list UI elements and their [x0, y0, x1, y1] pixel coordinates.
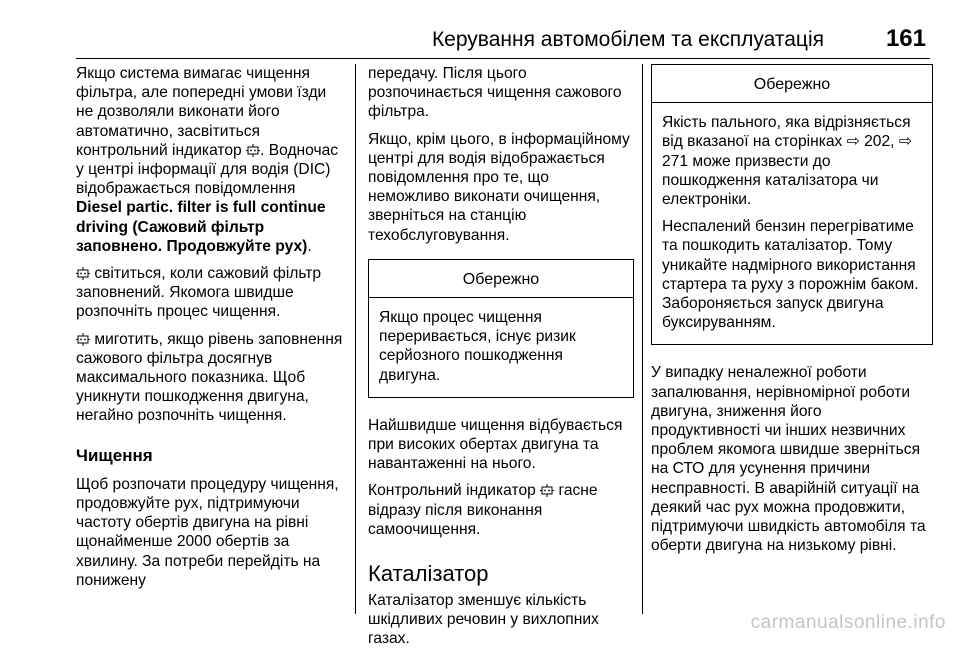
watermark: carmanualsonline.info — [750, 612, 946, 633]
paragraph — [368, 481, 634, 539]
paragraph — [76, 264, 344, 322]
column-divider — [355, 64, 356, 614]
particle-filter-icon — [246, 144, 260, 157]
text: гасне відразу після виконання самоочищення. — [368, 482, 598, 538]
page-ref-link[interactable]: 202 — [864, 133, 891, 151]
warning-title: Обережно — [369, 260, 633, 298]
warning-text: Якість пального, яка відрізняється від вказаної на сторінках ⇨ 202, ⇨ 271 може призвести до пошкодження каталізатора чи електроніки. — [662, 114, 912, 209]
text: миготить, якщо рівень заповнення сажового фільтра досягнув максимального показника. Щоб уникнути пошкодження двигуна, негайно розпочніть чищення. — [76, 330, 343, 425]
column-middle — [368, 64, 634, 657]
section-heading: Чищення — [76, 445, 153, 465]
header-title: Керування автомобілем та експлуатація — [431, 28, 824, 51]
paragraph: Якщо, крім цього, в інформаційному центрі для водія відображається повідомлення про те, що неможливо виконати очищення, зверніться на станцію техобслуговування. — [368, 130, 630, 244]
column-left — [76, 64, 344, 598]
warning-title: Обережно — [652, 65, 932, 103]
text: світиться, коли сажовий фільтр заповнений. Якомога швидше розпочніть процес чищення. — [76, 265, 322, 321]
page-ref-arrow-icon: ⇨ — [898, 133, 912, 151]
text: . — [307, 237, 312, 255]
particle-filter-icon — [540, 484, 554, 497]
warning-box — [651, 64, 933, 345]
paragraph: У випадку неналежної роботи запалювання, нерівномірної роботи двигуна, зниження його продуктивності чи інших незвичних проблем якомога швидше зверніться на СТО для усунення причини несправності. В аварійній ситуації на деякий час рух можна продовжити, підтримуючи швидкість автомобіля та оберти двигуна на низькому рівні. — [651, 364, 926, 555]
section-heading: Каталізатор — [368, 561, 489, 587]
warning-box — [368, 259, 634, 398]
page-ref-arrow-icon: ⇨ — [846, 133, 860, 151]
particle-filter-icon — [76, 333, 90, 346]
particle-filter-icon — [76, 267, 90, 280]
text: . Водночас у центрі інформації для водія (DIC) відображається повідомлення — [76, 141, 339, 198]
warning-body — [369, 298, 633, 397]
text: Якщо система вимагає чищення фільтра, але попередні умови їзди не дозволяли виконати його автоматично, засвітиться контрольний індикатор — [76, 65, 327, 159]
text: Якість пального, яка відрізняється від вказаної на сторінках — [662, 114, 911, 151]
paragraph: передачу. Після цього розпочинається чищення сажового фільтра. — [368, 65, 622, 121]
page-ref-link[interactable]: 271 — [662, 152, 689, 170]
warning-body — [652, 103, 932, 344]
paragraph: Щоб розпочати процедуру чищення, продовжуйте рух, підтримуючи частоту обертів двигуна на рівні щонайменше 2000 обертів за хвилину. За потреби перейдіть на понижену — [76, 475, 339, 589]
page-number: 161 — [885, 25, 926, 52]
column-right — [651, 64, 933, 563]
paragraph — [76, 64, 344, 256]
paragraph: Найшвидше чищення відбувається при високих обертах двигуна та навантаженні на нього. — [368, 416, 623, 473]
column-divider — [642, 64, 643, 614]
page-header — [76, 24, 930, 59]
text: може призвести до пошкодження каталізатора чи електроніки. — [662, 152, 879, 209]
dic-message: Diesel partic. filter is full continue driving (Сажовий фільтр заповнено. Продовжуйте рух) — [76, 199, 326, 255]
text: Контрольний індикатор — [368, 482, 536, 500]
warning-text: Неспалений бензин перегріватиме та пошкодить каталізатор. Тому уникайте надмірного використання стартера та руху з порожнім баком. Забороняється запуск двигуна буксируванням. — [662, 218, 919, 332]
warning-text: Якщо процес чищення переривається, існує ризик серйозного пошкодження двигуна. — [379, 309, 576, 384]
paragraph: Каталізатор зменшує кількість шкідливих речовин у вихлопних газах. — [368, 592, 599, 648]
paragraph — [76, 330, 344, 426]
